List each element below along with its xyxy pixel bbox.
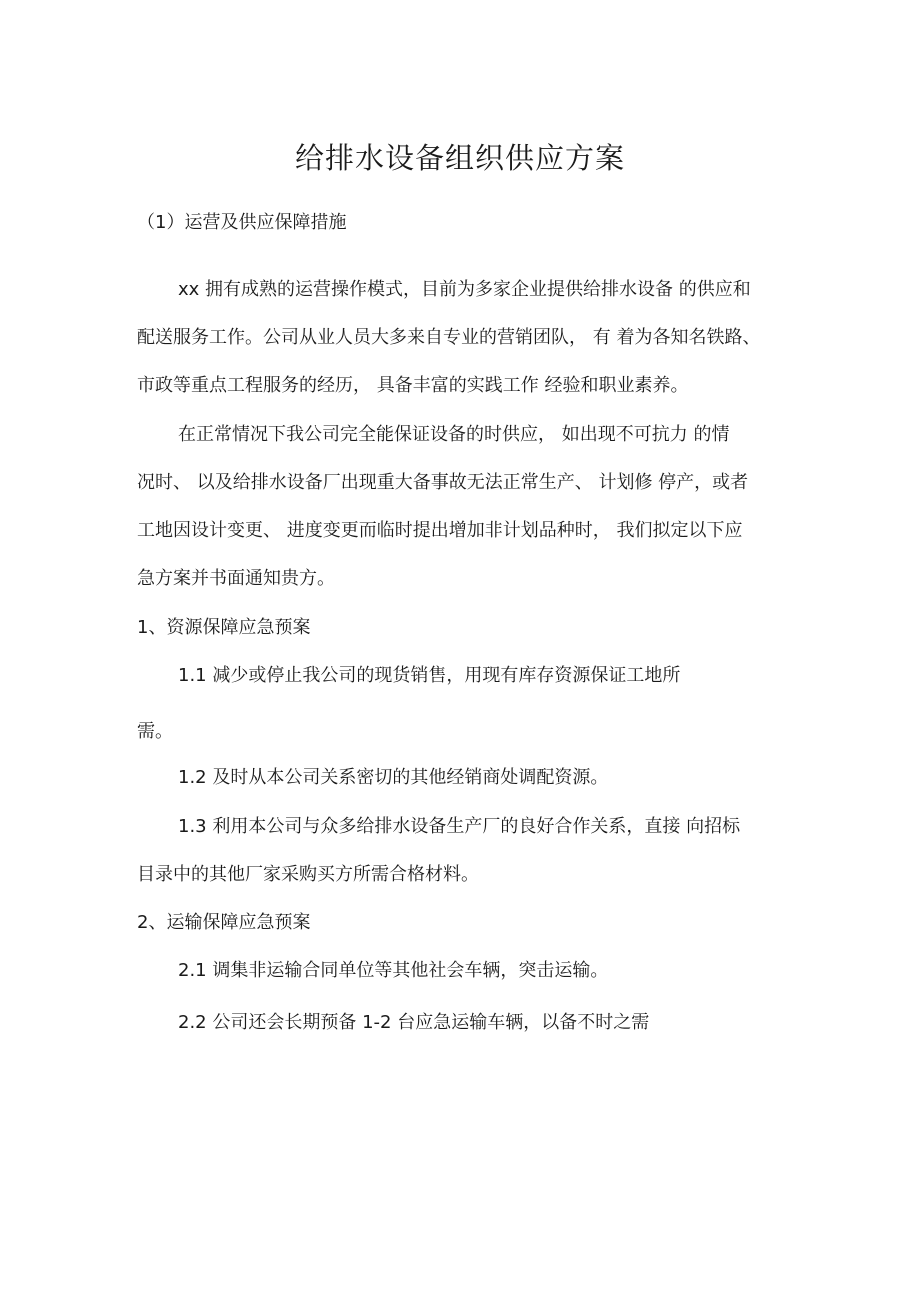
item-2-1: 2.1 调集非运输合同单位等其他社会车辆，突击运输。 [178,960,609,981]
item-1-1-line-2: 需。 [137,721,173,742]
paragraph-1-line-3: 市政等重点工程服务的经历， 具备丰富的实践工作 经验和职业素养。 [137,375,689,396]
paragraph-1-line-1: xx 拥有成熟的运营操作模式，目前为多家企业提供给排水设备 的供应和 [178,279,751,300]
plan-2-heading: 2、运输保障应急预案 [137,912,311,933]
item-2-2: 2.2 公司还会长期预备 1-2 台应急运输车辆，以备不时之需 [178,1012,650,1033]
item-1-2: 1.2 及时从本公司关系密切的其他经销商处调配资源。 [178,767,609,788]
paragraph-1-line-2: 配送服务工作。公司从业人员大多来自专业的营销团队， 有 着为各知名铁路、 [137,327,761,348]
item-1-3-line-1: 1.3 利用本公司与众多给排水设备生产厂的良好合作关系，直接 向招标 [178,816,741,837]
paragraph-2-line-4: 急方案并书面通知贵方。 [137,568,335,589]
paragraph-2-line-2: 况时、 以及给排水设备厂出现重大备事故无法正常生产、 计划修 停产，或者 [137,472,749,493]
item-1-1-line-1: 1.1 减少或停止我公司的现货销售，用现有库存资源保证工地所 [178,665,681,686]
paragraph-2-line-3: 工地因设计变更、 进度变更而临时提出增加非计划品种时， 我们拟定以下应 [137,520,743,541]
item-1-3-line-2: 目录中的其他厂家采购买方所需合格材料。 [137,864,479,885]
paragraph-2-line-1: 在正常情况下我公司完全能保证设备的时供应， 如出现不可抗力 的情 [178,424,730,445]
section-heading: （1）运营及供应保障措施 [137,212,347,233]
plan-1-heading: 1、资源保障应急预案 [137,617,311,638]
document-title: 给排水设备组织供应方案 [294,141,625,175]
